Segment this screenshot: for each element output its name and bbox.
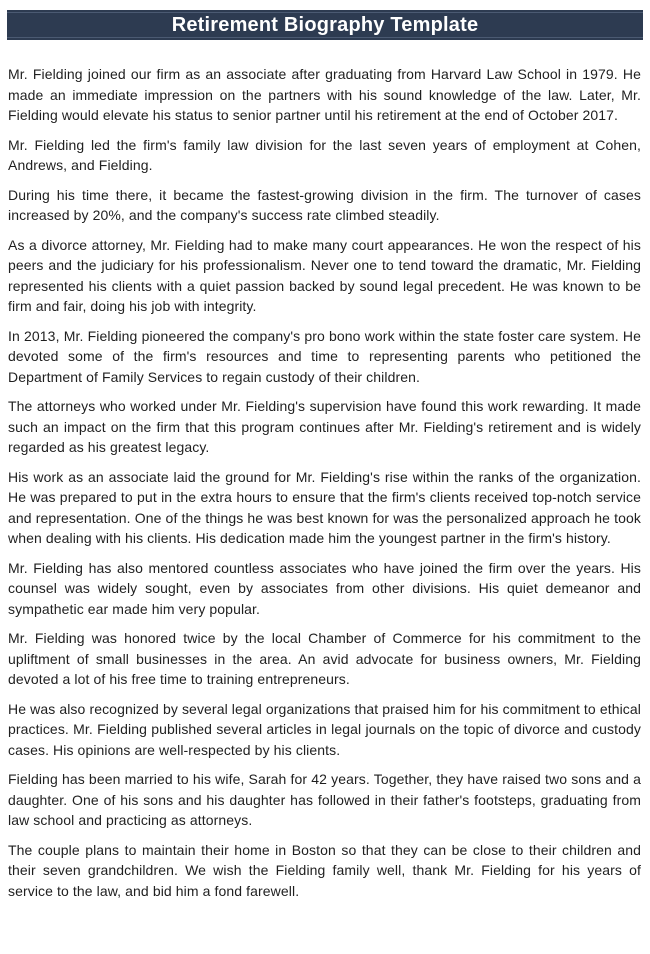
paragraph-division-lead: Mr. Fielding led the firm's family law division for the last seven years of employment at Cohen, Andrews, and Fielding. <box>8 136 641 173</box>
paragraph-mentorship: Mr. Fielding has also mentored countless associates who have joined the firm over the years. His counsel was widely sought, even by associates from other divisions. His quiet demeanor and sympathetic ear made him very popular. <box>8 559 641 617</box>
paragraph-chamber-of-commerce: Mr. Fielding was honored twice by the local Chamber of Commerce for his commitment to the upliftment of small businesses in the area. An avid advocate for business owners, Mr. Fielding devoted a lot of his free time to training entrepreneurs. <box>8 630 641 687</box>
document-body <box>8 64 641 901</box>
document-title: Retirement Biography Template <box>171 14 479 36</box>
paragraph-intro: Mr. Fielding joined our firm as an associate after graduating from Harvard Law School in 1979. He made an immediate impression on the partners with his sound knowledge of the law. Later, Mr. Fielding would elevate his status to senior partner until his retirement at the end of October 2017. <box>8 66 641 123</box>
document-title-bar <box>7 10 643 40</box>
paragraph-associate-work: His work as an associate laid the ground for Mr. Fielding's rise within the ranks of the organization. He was prepared to put in the extra hours to ensure that the firm's clients received top-notch service and representation. One of the things he was best known for was the personalized approach he took when dealing with his clients. His dedication made him the youngest partner in the firm's history. <box>8 468 641 546</box>
paragraph-farewell: The couple plans to maintain their home in Boston so that they can be close to their children and their seven grandchildren. We wish the Fielding family well, thank Mr. Fielding for his years of service to the law, and bid him a fond farewell. <box>8 841 641 899</box>
paragraph-recognition: He was also recognized by several legal organizations that praised him for his commitment to ethical practices. Mr. Fielding published several articles in legal journals on the topic of divorce and custody cases. His opinions are well-respected by his clients. <box>8 700 641 758</box>
paragraph-pro-bono: In 2013, Mr. Fielding pioneered the company's pro bono work within the state foster care system. He devoted some of the firm's resources and time to representing parents who petitioned the Department of Family Services to regain custody of their children. <box>8 327 641 385</box>
paragraph-growth: During his time there, it became the fastest-growing division in the firm. The turnover of cases increased by 20%, and the company's success rate climbed steadily. <box>8 186 641 223</box>
paragraph-divorce-attorney: As a divorce attorney, Mr. Fielding had to make many court appearances. He won the respect of his peers and the judiciary for his professionalism. Never one to tend toward the dramatic, Mr. Fielding represented his clients with a quiet passion backed by sound legal precedent. He was known to be firm and fair, doing his job with integrity. <box>8 236 641 314</box>
paragraph-legacy: The attorneys who worked under Mr. Fielding's supervision have found this work rewarding. It made such an impact on the firm that this program continues after Mr. Fielding's retirement and is widely regarded as his greatest legacy. <box>8 398 641 455</box>
paragraph-family: Fielding has been married to his wife, Sarah for 42 years. Together, they have raised two sons and a daughter. One of his sons and his daughter has followed in their father's footsteps, graduating from law school and practicing as attorneys. <box>8 771 641 828</box>
